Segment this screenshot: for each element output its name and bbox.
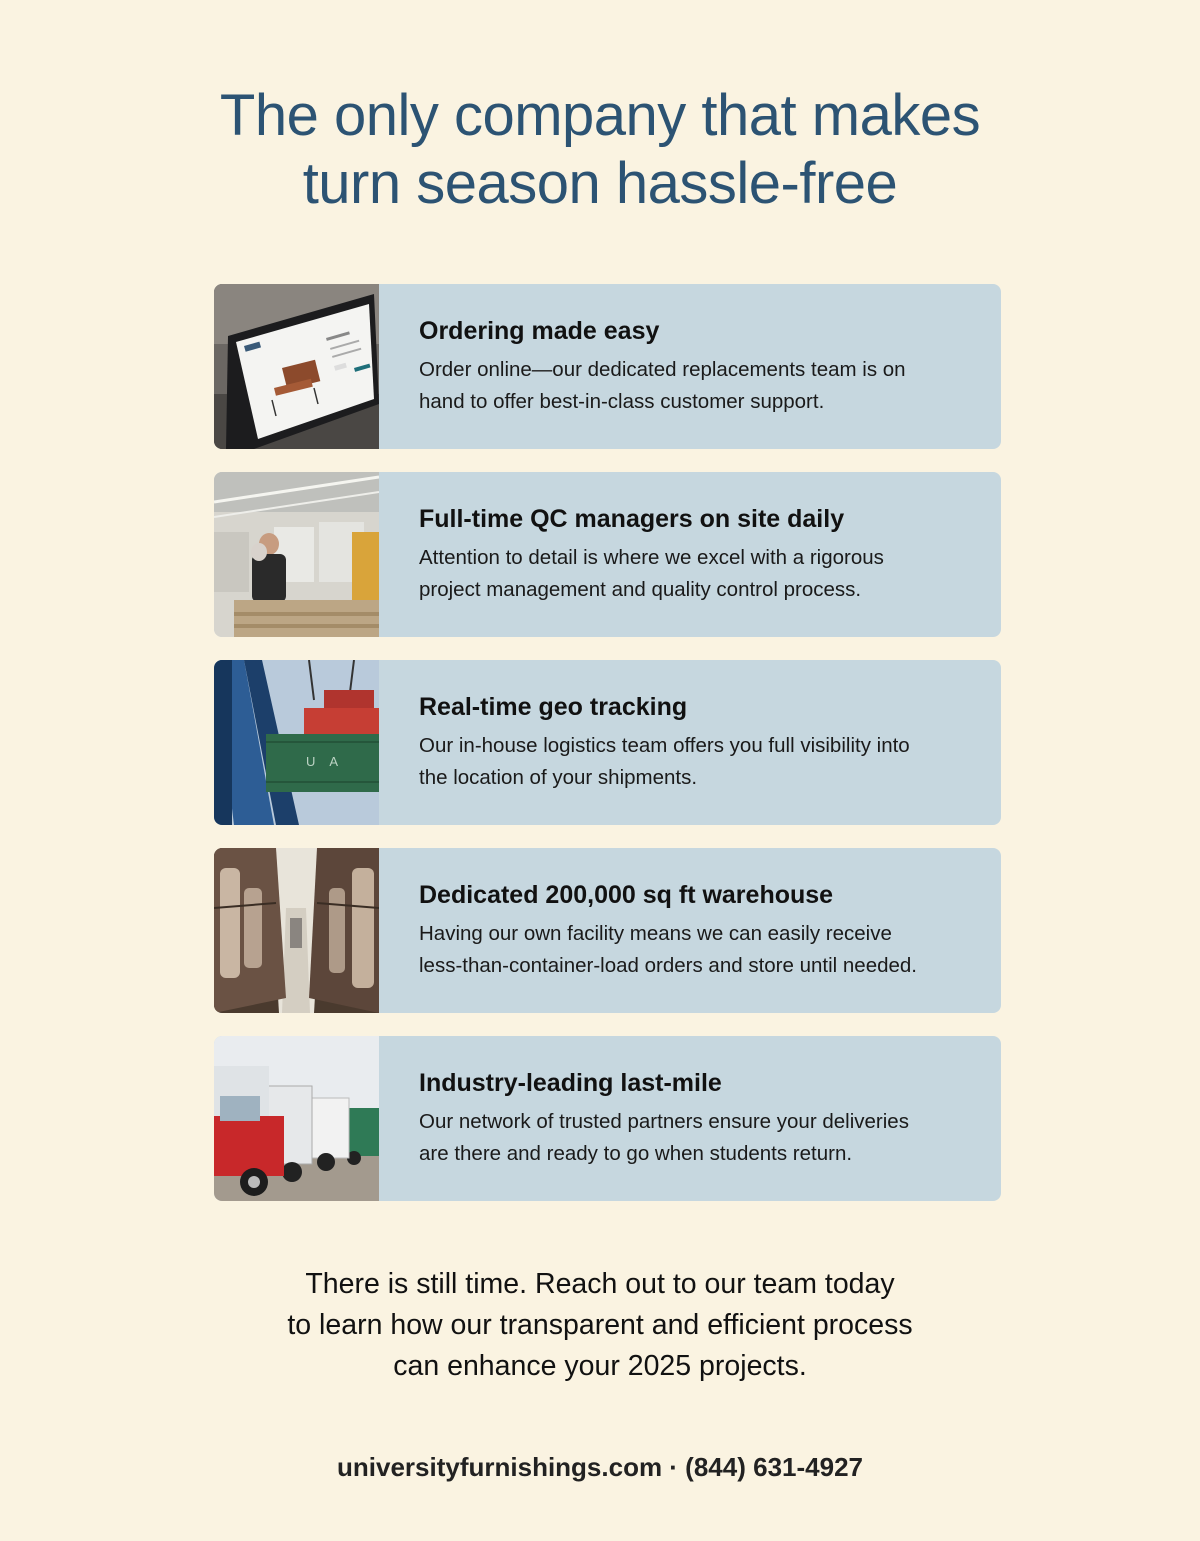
feature-card-tracking bbox=[214, 660, 1001, 825]
headline-line-1: The only company that makes bbox=[219, 83, 981, 148]
call-to-action bbox=[0, 1264, 1200, 1387]
headline-line-2: turn season hassle-free bbox=[302, 151, 898, 216]
feature-card-last-mile bbox=[214, 1036, 1001, 1201]
contact-info: universityfurnishings.com · (844) 631-4927 bbox=[337, 1452, 863, 1482]
feature-description bbox=[419, 1106, 909, 1170]
feature-description-line-1: Attention to detail is where we excel with a rigorous bbox=[419, 546, 884, 569]
feature-title: Dedicated 200,000 sq ft warehouse bbox=[419, 881, 834, 909]
feature-description bbox=[419, 354, 906, 418]
feature-description-line-2: the location of your shipments. bbox=[419, 766, 698, 789]
cta-line-3: can enhance your 2025 projects. bbox=[393, 1350, 807, 1382]
feature-description-line-2: are there and ready to go when students return. bbox=[419, 1142, 853, 1165]
feature-card-ordering bbox=[214, 284, 1001, 449]
trucks-photo bbox=[214, 1036, 379, 1201]
feature-description-line-2: project management and quality control process. bbox=[419, 578, 862, 601]
feature-title: Full-time QC managers on site daily bbox=[419, 505, 845, 533]
feature-description-line-1: Having our own facility means we can easily receive bbox=[419, 922, 892, 945]
feature-title: Real-time geo tracking bbox=[419, 693, 688, 721]
feature-description-line-2: hand to offer best-in-class customer support. bbox=[419, 390, 825, 413]
feature-card-qc bbox=[214, 472, 1001, 637]
feature-title: Ordering made easy bbox=[419, 317, 660, 345]
factory-floor-photo bbox=[214, 472, 379, 637]
feature-description-line-2: less-than-container-load orders and store until needed. bbox=[419, 954, 917, 977]
feature-description-line-1: Our in-house logistics team offers you full visibility into bbox=[419, 734, 910, 757]
feature-description bbox=[419, 730, 910, 794]
feature-title: Industry-leading last-mile bbox=[419, 1069, 722, 1097]
feature-card-warehouse bbox=[214, 848, 1001, 1013]
feature-list bbox=[214, 284, 1001, 1224]
cta-line-2: to learn how our transparent and efficient process bbox=[287, 1309, 913, 1341]
warehouse-aisle-photo bbox=[214, 848, 379, 1013]
feature-description bbox=[419, 542, 884, 606]
headline bbox=[0, 82, 1200, 218]
svg-text:UA: UA bbox=[306, 754, 353, 769]
feature-description-line-1: Our network of trusted partners ensure your deliveries bbox=[419, 1110, 909, 1133]
cta-line-1: There is still time. Reach out to our team today bbox=[305, 1268, 895, 1300]
laptop-ordering-photo bbox=[214, 284, 379, 449]
feature-description-line-1: Order online—our dedicated replacements team is on bbox=[419, 358, 906, 381]
shipping-container-photo bbox=[214, 660, 379, 825]
feature-description bbox=[419, 918, 917, 982]
